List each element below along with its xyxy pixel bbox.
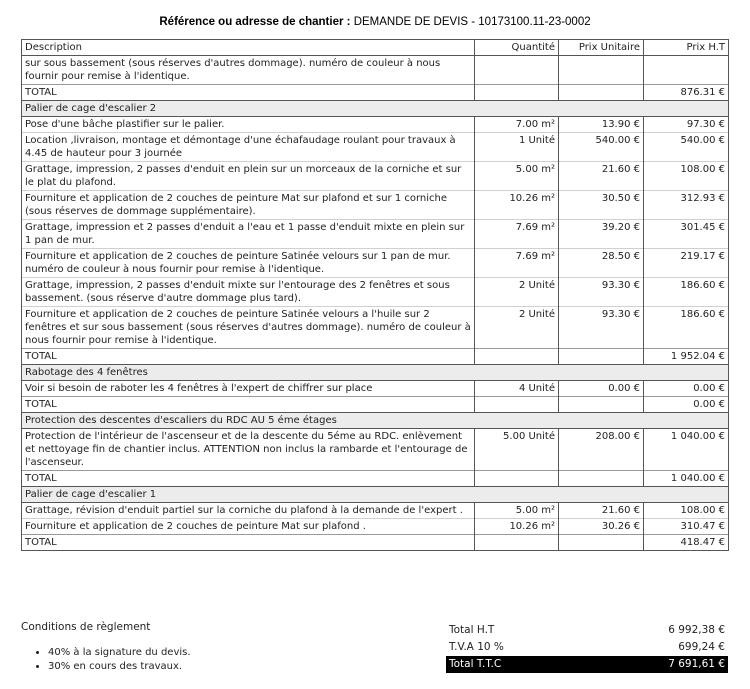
section-row — [22, 413, 729, 429]
conditions-list — [30, 646, 191, 674]
total-row — [22, 471, 729, 487]
section-title: Protection des descentes d'escaliers du RDC AU 5 éme étages — [22, 413, 729, 429]
quantity-cell: 2 Unité — [475, 307, 559, 349]
section-row — [22, 365, 729, 381]
quantity-cell — [475, 56, 559, 85]
total-ht-row — [446, 622, 728, 639]
tva-row — [446, 639, 728, 656]
unit-price-cell: 93.30 € — [559, 307, 644, 349]
description-cell: Protection de l'intérieur de l'ascenseur et de la descente du 5éme au RDC. enlèvement et nettoyage fin de chantier inclus. ATTENTION non inclus la rambarde et l'entourage de l'ascenseur. — [22, 429, 475, 471]
page-title — [0, 16, 750, 28]
col-header-description: Description — [22, 40, 475, 56]
quantity-cell: 7.69 m² — [475, 249, 559, 278]
unit-price-cell: 28.50 € — [559, 249, 644, 278]
unit-price-cell — [559, 85, 644, 101]
description-cell: Grattage, révision d'enduit partiel sur la corniche du plafond à la demande de l'expert . — [22, 503, 475, 519]
table-row — [22, 117, 729, 133]
table-row — [22, 503, 729, 519]
unit-price-cell: 21.60 € — [559, 162, 644, 191]
table-row — [22, 191, 729, 220]
total-row — [22, 397, 729, 413]
total-ht-cell: 310.47 € — [644, 519, 729, 535]
reference-label: Référence ou adresse de chantier : — [159, 16, 351, 28]
description-cell: TOTAL — [22, 535, 475, 551]
quantity-cell: 5.00 m² — [475, 503, 559, 519]
unit-price-cell: 30.26 € — [559, 519, 644, 535]
quantity-cell: 2 Unité — [475, 278, 559, 307]
totals-box — [446, 622, 728, 673]
tva-label: T.V.A 10 % — [449, 641, 504, 653]
conditions-title: Conditions de règlement — [21, 621, 151, 633]
description-cell: TOTAL — [22, 397, 475, 413]
total-ht-cell: 1 040.00 € — [644, 471, 729, 487]
table-row — [22, 429, 729, 471]
quantity-cell — [475, 535, 559, 551]
total-row — [22, 535, 729, 551]
col-header-quantity: Quantité — [475, 40, 559, 56]
total-ht-cell: 186.60 € — [644, 307, 729, 349]
total-row — [22, 349, 729, 365]
total-ht-label: Total H.T — [449, 624, 495, 636]
description-cell: TOTAL — [22, 471, 475, 487]
quantity-cell — [475, 85, 559, 101]
quantity-cell: 10.26 m² — [475, 519, 559, 535]
total-ht-cell: 876.31 € — [644, 85, 729, 101]
total-ttc-label: Total T.T.C — [449, 658, 502, 670]
description-cell: TOTAL — [22, 349, 475, 365]
quantity-cell: 5.00 m² — [475, 162, 559, 191]
unit-price-cell: 13.90 € — [559, 117, 644, 133]
table-row — [22, 220, 729, 249]
description-cell: Location ,livraison, montage et démontage d'une échafaudage roulant pour travaux à 4.45 de hauteur pour 3 journée — [22, 133, 475, 162]
unit-price-cell — [559, 56, 644, 85]
table-row — [22, 56, 729, 85]
unit-price-cell — [559, 471, 644, 487]
section-title: Rabotage des 4 fenêtres — [22, 365, 729, 381]
total-ht-cell: 97.30 € — [644, 117, 729, 133]
description-cell: TOTAL — [22, 85, 475, 101]
section-row — [22, 101, 729, 117]
total-ht-cell: 1 040.00 € — [644, 429, 729, 471]
total-ht-cell: 219.17 € — [644, 249, 729, 278]
unit-price-cell — [559, 349, 644, 365]
table-header-row — [22, 40, 729, 56]
total-ht-value: 6 992,38 € — [668, 624, 725, 636]
quantity-cell: 7.00 m² — [475, 117, 559, 133]
description-cell: Fourniture et application de 2 couches de peinture Mat sur plafond . — [22, 519, 475, 535]
quantity-cell: 10.26 m² — [475, 191, 559, 220]
total-ht-cell: 1 952.04 € — [644, 349, 729, 365]
table-row — [22, 162, 729, 191]
quantity-cell: 1 Unité — [475, 133, 559, 162]
quantity-cell — [475, 349, 559, 365]
table-row — [22, 519, 729, 535]
col-header-unit-price: Prix Unitaire — [559, 40, 644, 56]
total-ht-cell: 312.93 € — [644, 191, 729, 220]
description-cell: Grattage, impression et 2 passes d'enduit a l'eau et 1 passe d'enduit mixte en plein sur 1 pan de mur. — [22, 220, 475, 249]
unit-price-cell: 208.00 € — [559, 429, 644, 471]
total-ht-cell: 108.00 € — [644, 162, 729, 191]
description-cell: Fourniture et application de 2 couches de peinture Satinée velours a l'huile sur 2 fenêtres et sur sous bassement (sous réserves d'autres dommage). numéro de couleur à nous fournir pour remise à l'identique. — [22, 307, 475, 349]
description-cell: Voir si besoin de raboter les 4 fenêtres à l'expert de chiffrer sur place — [22, 381, 475, 397]
unit-price-cell: 21.60 € — [559, 503, 644, 519]
description-cell: Grattage, impression, 2 passes d'enduit mixte sur l'entourage des 2 fenêtres et sous bassement. (sous réserve d'autre dommage plus tard). — [22, 278, 475, 307]
quantity-cell — [475, 471, 559, 487]
unit-price-cell: 30.50 € — [559, 191, 644, 220]
total-ht-cell: 301.45 € — [644, 220, 729, 249]
total-ttc-row — [446, 656, 728, 673]
table-row — [22, 307, 729, 349]
quantity-cell: 5.00 Unité — [475, 429, 559, 471]
table-row — [22, 133, 729, 162]
quantity-cell — [475, 397, 559, 413]
total-ht-cell: 418.47 € — [644, 535, 729, 551]
tva-value: 699,24 € — [678, 641, 725, 653]
description-cell: Fourniture et application de 2 couches de peinture Mat sur plafond et sur 1 corniche (sous réserves de dommage supplémentaire). — [22, 191, 475, 220]
unit-price-cell — [559, 397, 644, 413]
col-header-total-ht: Prix H.T — [644, 40, 729, 56]
unit-price-cell: 39.20 € — [559, 220, 644, 249]
total-ht-cell: 0.00 € — [644, 381, 729, 397]
quantity-cell: 7.69 m² — [475, 220, 559, 249]
unit-price-cell: 540.00 € — [559, 133, 644, 162]
total-ht-cell: 186.60 € — [644, 278, 729, 307]
total-ht-cell: 540.00 € — [644, 133, 729, 162]
condition-item: • 30% en cours des travaux. — [48, 660, 191, 674]
section-title: Palier de cage d'escalier 2 — [22, 101, 729, 117]
section-title: Palier de cage d'escalier 1 — [22, 487, 729, 503]
table-row — [22, 381, 729, 397]
description-cell: Grattage, impression, 2 passes d'enduit en plein sur un morceaux de la corniche et sur le plat du plafond. — [22, 162, 475, 191]
total-ht-cell: 0.00 € — [644, 397, 729, 413]
total-ht-cell — [644, 56, 729, 85]
section-row — [22, 487, 729, 503]
total-row — [22, 85, 729, 101]
total-ht-cell: 108.00 € — [644, 503, 729, 519]
quote-body — [22, 56, 729, 551]
description-cell: sur sous bassement (sous réserves d'autres dommage). numéro de couleur à nous fournir pour remise à l'identique. — [22, 56, 475, 85]
unit-price-cell: 0.00 € — [559, 381, 644, 397]
table-row — [22, 249, 729, 278]
description-cell: Pose d'une bâche plastifier sur le palier. — [22, 117, 475, 133]
condition-item: • 40% à la signature du devis. — [48, 646, 191, 660]
reference-value: DEMANDE DE DEVIS - 10173100.11-23-0002 — [353, 16, 591, 28]
quantity-cell: 4 Unité — [475, 381, 559, 397]
description-cell: Fourniture et application de 2 couches de peinture Satinée velours sur 1 pan de mur. numéro de couleur à nous fournir pour remise à l'identique. — [22, 249, 475, 278]
total-ttc-value: 7 691,61 € — [668, 658, 725, 670]
quote-table — [21, 39, 729, 551]
unit-price-cell — [559, 535, 644, 551]
table-row — [22, 278, 729, 307]
unit-price-cell: 93.30 € — [559, 278, 644, 307]
